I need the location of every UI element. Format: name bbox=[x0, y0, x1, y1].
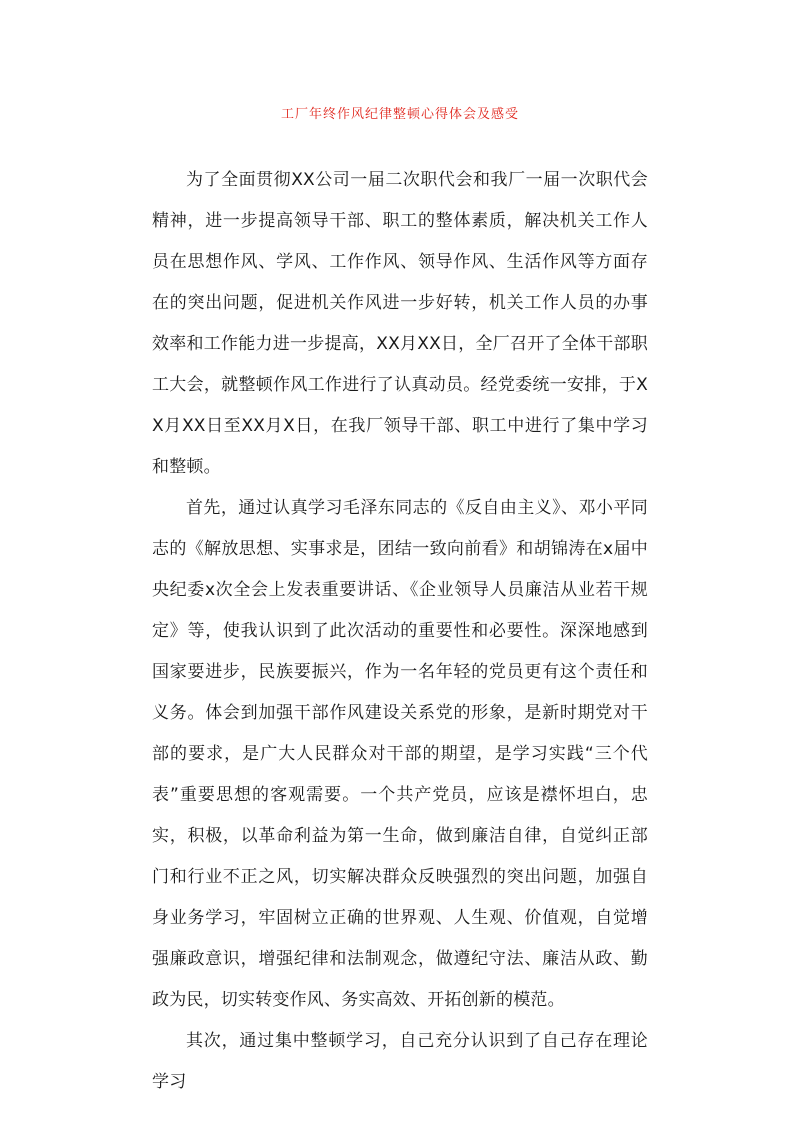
document-body bbox=[152, 160, 648, 1103]
paragraph-first: 首先，通过认真学习毛泽东同志的《反自由主义》、邓小平同志的《解放思想、实事求是，团结一致向前看》和胡锦涛在x届中央纪委x次全会上发表重要讲话、《企业领导人员廉洁从业若干规定》等，使我认识到了此次活动的重要性和必要性。深深地感到国家要进步，民族要振兴，作为一名年轻的党员更有这个责任和义务。体会到加强干部作风建设关系党的形象，是新时期党对干部的要求，是广大人民群众对干部的期望，是学习实践“三个代表”重要思想的客观需要。一个共产党员，应该是襟怀坦白，忠实，积极，以革命利益为第一生命，做到廉洁自律，自觉纠正部门和行业不正之风，切实解决群众反映强烈的突出问题，加强自身业务学习，牢固树立正确的世界观、人生观、价值观，自觉增强廉政意识，增强纪律和法制观念，做遵纪守法、廉洁从政、勤政为民，切实转变作风、务实高效、开拓创新的模范。 bbox=[152, 498, 648, 1010]
document-title: 工厂年终作风纪律整顿心得体会及感受 bbox=[280, 107, 519, 122]
paragraph-second: 其次，通过集中整顿学习，自己充分认识到了自己存在理论学习 bbox=[152, 1031, 648, 1092]
paragraph-intro: 为了全面贯彻XX公司一届二次职代会和我厂一届一次职代会精神，进一步提高领导干部、职工的整体素质，解决机关工作人员在思想作风、学风、工作作风、领导作风、生活作风等方面存在的突出问题，促进机关作风进一步好转，机关工作人员的办事效率和工作能力进一步提高，XX月XX日，全厂召开了全体干部职工大会，就整顿作风工作进行了认真动员。经党委统一安排，于XX月XX日至XX月X日，在我厂领导干部、职工中进行了集中学习和整顿。 bbox=[152, 170, 648, 477]
